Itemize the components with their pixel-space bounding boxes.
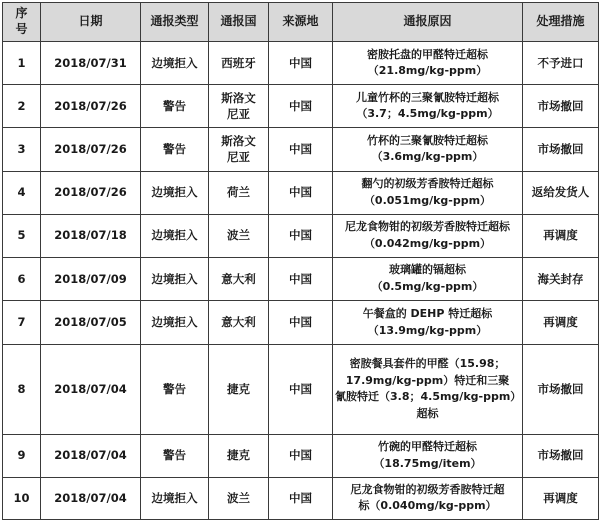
country-line: 尼亚 (227, 107, 250, 122)
reason-line: （3.6mg/kg-ppm） (371, 150, 484, 164)
cell-index: 4 (3, 171, 41, 214)
cell-origin: 中国 (269, 257, 333, 300)
cell-notice-type: 边境拒入 (141, 477, 209, 519)
cell-notice-type: 警告 (141, 345, 209, 434)
reason-line: （0.042mg/kg-ppm） (363, 236, 492, 250)
country-line: 尼亚 (227, 150, 250, 165)
cell-reason (333, 42, 523, 85)
table-row (3, 171, 599, 214)
reason-line: 竹杯的三聚氰胺特迁超标 (367, 133, 488, 147)
cell-date: 2018/07/26 (41, 171, 141, 214)
reason-line: （0.051mg/kg-ppm） (363, 193, 492, 207)
country-line: 捷克 (227, 382, 250, 397)
country-line: 捷克 (227, 448, 250, 463)
country-line: 斯洛文 (221, 90, 256, 105)
country-line: 斯洛文 (221, 133, 256, 148)
table-row (3, 434, 599, 477)
country-line: 波兰 (227, 228, 250, 243)
reason-line: （18.75mg/item） (373, 456, 482, 470)
table-row (3, 214, 599, 257)
reason-line: （0.5mg/kg-ppm） (371, 279, 484, 293)
table-row (3, 42, 599, 85)
cell-notice-type: 边境拒入 (141, 257, 209, 300)
cell-notifying-country (209, 477, 269, 519)
cell-notice-type: 边境拒入 (141, 300, 209, 344)
cell-notifying-country (209, 345, 269, 434)
cell-index: 2 (3, 85, 41, 128)
table-row (3, 477, 599, 519)
cell-reason (333, 85, 523, 128)
cell-measure: 市场撤回 (523, 434, 599, 477)
cell-index: 10 (3, 477, 41, 519)
notification-table (2, 2, 599, 520)
cell-origin: 中国 (269, 477, 333, 519)
cell-date: 2018/07/31 (41, 42, 141, 85)
cell-notifying-country (209, 42, 269, 85)
cell-measure: 不予进口 (523, 42, 599, 85)
header-date: 日期 (41, 3, 141, 42)
header-measure: 处理措施 (523, 3, 599, 42)
reason-line: （21.8mg/kg-ppm） (367, 64, 488, 78)
reason-line: （13.9mg/kg-ppm） (367, 323, 488, 337)
cell-reason (333, 300, 523, 344)
cell-reason (333, 128, 523, 171)
cell-index: 5 (3, 214, 41, 257)
cell-measure: 市场撤回 (523, 345, 599, 434)
cell-notice-type: 边境拒入 (141, 171, 209, 214)
cell-date: 2018/07/04 (41, 477, 141, 519)
reason-line: 午餐盒的 DEHP 特迁超标 (362, 307, 493, 321)
cell-notifying-country (209, 434, 269, 477)
reason-line: 氰胺特迁（3.8；4.5mg/kg-ppm） (335, 390, 522, 404)
cell-notice-type: 边境拒入 (141, 214, 209, 257)
cell-measure: 市场撤回 (523, 128, 599, 171)
table-row (3, 257, 599, 300)
cell-notice-type: 边境拒入 (141, 42, 209, 85)
cell-measure: 返给发货人 (523, 171, 599, 214)
cell-reason (333, 345, 523, 434)
cell-index: 3 (3, 128, 41, 171)
cell-measure: 再调度 (523, 300, 599, 344)
cell-date: 2018/07/04 (41, 345, 141, 434)
cell-index: 9 (3, 434, 41, 477)
cell-origin: 中国 (269, 42, 333, 85)
header-reason: 通报原因 (333, 3, 523, 42)
cell-origin: 中国 (269, 128, 333, 171)
cell-date: 2018/07/05 (41, 300, 141, 344)
cell-measure: 市场撤回 (523, 85, 599, 128)
cell-notice-type: 警告 (141, 85, 209, 128)
cell-measure: 再调度 (523, 477, 599, 519)
cell-origin: 中国 (269, 345, 333, 434)
header-row (3, 3, 599, 42)
reason-line: 尼龙食物钳的初级芳香胺特迁超 (350, 482, 505, 496)
header-index-line: 号 (15, 22, 28, 37)
reason-line: 密胺餐具套件的甲醛（15.98； (349, 357, 506, 371)
cell-reason (333, 257, 523, 300)
country-line: 意大利 (221, 271, 256, 286)
header-notice-type: 通报类型 (141, 3, 209, 42)
cell-date: 2018/07/04 (41, 434, 141, 477)
cell-measure: 海关封存 (523, 257, 599, 300)
header-index (3, 3, 41, 42)
cell-reason (333, 214, 523, 257)
reason-line: 密胺托盘的甲醛特迁超标 (367, 47, 488, 61)
cell-reason (333, 171, 523, 214)
cell-notifying-country (209, 171, 269, 214)
reason-line: 玻璃罐的镉超标 (389, 263, 466, 277)
cell-notifying-country (209, 85, 269, 128)
reason-line: 儿童竹杯的三聚氰胺特迁超标 (356, 90, 499, 104)
cell-origin: 中国 (269, 85, 333, 128)
cell-measure: 再调度 (523, 214, 599, 257)
cell-notifying-country (209, 128, 269, 171)
cell-origin: 中国 (269, 434, 333, 477)
cell-notifying-country (209, 214, 269, 257)
cell-notifying-country (209, 257, 269, 300)
table-row (3, 85, 599, 128)
cell-date: 2018/07/26 (41, 85, 141, 128)
cell-index: 6 (3, 257, 41, 300)
reason-line: 超标 (416, 406, 439, 420)
cell-origin: 中国 (269, 214, 333, 257)
reason-line: 尼龙食物钳的初级芳香胺特迁超标 (345, 220, 510, 234)
reason-line: 17.9mg/kg-ppm）特迁和三聚 (345, 373, 510, 387)
cell-index: 1 (3, 42, 41, 85)
reason-line: （3.7；4.5mg/kg-ppm） (356, 107, 499, 121)
table-row (3, 300, 599, 344)
cell-index: 7 (3, 300, 41, 344)
cell-notice-type: 警告 (141, 434, 209, 477)
cell-date: 2018/07/18 (41, 214, 141, 257)
country-line: 西班牙 (221, 55, 256, 70)
reason-line: 竹碗的甲醛特迁超标 (378, 440, 477, 454)
cell-origin: 中国 (269, 171, 333, 214)
header-origin: 来源地 (269, 3, 333, 42)
cell-date: 2018/07/09 (41, 257, 141, 300)
reason-line: 翻勺的初级芳香胺特迁超标 (361, 177, 494, 191)
country-line: 荷兰 (227, 185, 250, 200)
cell-reason (333, 434, 523, 477)
cell-origin: 中国 (269, 300, 333, 344)
header-notifying-country: 通报国 (209, 3, 269, 42)
table-row (3, 128, 599, 171)
cell-index: 8 (3, 345, 41, 434)
header-index-line: 序 (15, 6, 28, 21)
reason-line: 标（0.040mg/kg-ppm） (358, 499, 497, 513)
cell-notifying-country (209, 300, 269, 344)
cell-notice-type: 警告 (141, 128, 209, 171)
country-line: 波兰 (227, 491, 250, 506)
table-row (3, 345, 599, 434)
cell-reason (333, 477, 523, 519)
cell-date: 2018/07/26 (41, 128, 141, 171)
country-line: 意大利 (221, 315, 256, 330)
